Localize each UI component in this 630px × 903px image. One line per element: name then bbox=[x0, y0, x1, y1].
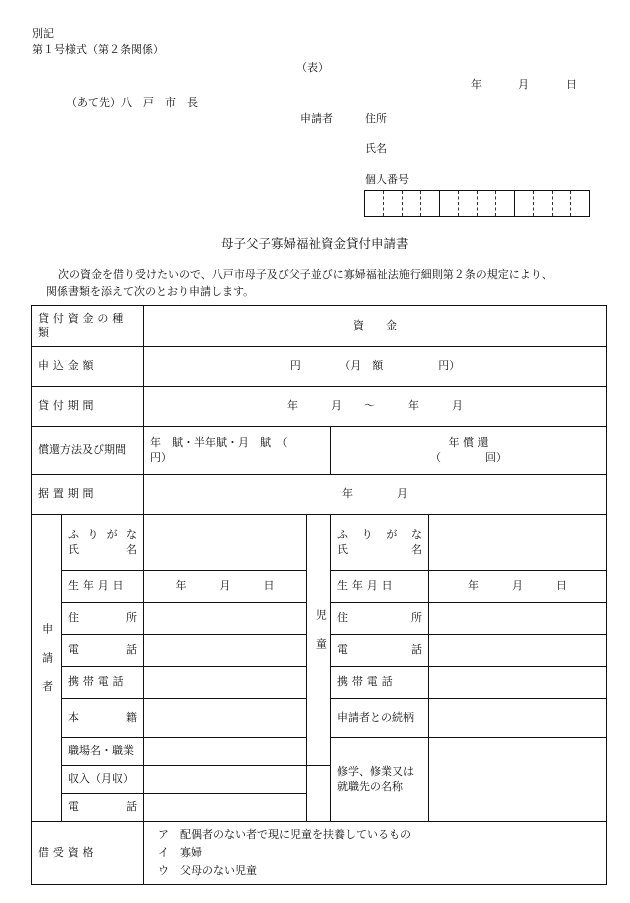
child-mobile-field[interactable] bbox=[429, 667, 607, 699]
child-birth-field[interactable] bbox=[429, 571, 607, 603]
applicant-income-field[interactable] bbox=[144, 766, 307, 794]
date-year: 年 bbox=[471, 78, 482, 91]
applicant-workplace-field[interactable] bbox=[144, 738, 307, 766]
applicant-address-label: 住 所 bbox=[62, 603, 144, 635]
applicant-name-label bbox=[62, 515, 144, 571]
applicant-mobile-label: 携帯電話 bbox=[62, 667, 144, 699]
child-shimei-label: 氏 名 bbox=[337, 542, 423, 556]
loan-type-label: 貸付資金の種類 bbox=[38, 311, 128, 339]
applicant-phone2-field[interactable] bbox=[144, 794, 307, 822]
addressee: （あて先）八 戸 市 長 bbox=[66, 96, 198, 109]
applicant-workplace-label: 職場名・職業 bbox=[62, 738, 144, 766]
loan-type-field[interactable] bbox=[144, 306, 607, 347]
repayment-method-value: 年 賦・半年賦・月 賦 （ 円） bbox=[150, 436, 354, 464]
loan-type-value: 資 金 bbox=[353, 318, 398, 332]
child-name-field[interactable] bbox=[429, 515, 607, 571]
applicant-furigana-label: ふ り が な bbox=[68, 528, 137, 542]
document-title: 母子父子寡婦福祉資金貸付申請書 bbox=[221, 236, 409, 251]
applicant-birth-field[interactable] bbox=[144, 571, 307, 603]
repayment-count-value: （ 回） bbox=[430, 450, 508, 464]
child-phone-field[interactable] bbox=[429, 635, 607, 667]
application-table bbox=[31, 305, 607, 885]
applicant-vertical-text: 申請者 bbox=[40, 622, 54, 709]
amount-value: 円 （月 額 円） bbox=[289, 359, 461, 373]
applicant-honseki-field[interactable] bbox=[144, 699, 307, 738]
qualification-options[interactable] bbox=[144, 822, 607, 885]
intro-line-2: 関係書類を添えて次のとおり申請します。 bbox=[46, 285, 255, 298]
loan-period-field[interactable] bbox=[144, 387, 607, 427]
deferment-value: 年 月 bbox=[342, 487, 409, 501]
address-label: 住所 bbox=[365, 112, 387, 125]
qualification-option-c: ウ 父母のない児童 bbox=[158, 864, 258, 877]
deferment-label: 据置期間 bbox=[32, 475, 144, 515]
child-relation-label: 申請者との続柄 bbox=[331, 699, 429, 738]
side-label: （表） bbox=[296, 61, 329, 74]
date-day: 日 bbox=[566, 78, 577, 91]
individual-number-label: 個人番号 bbox=[365, 173, 409, 186]
qualification-option-a: ア 配偶者のない者で現に児童を扶養しているもの bbox=[158, 828, 412, 841]
name-label: 氏名 bbox=[365, 142, 387, 155]
amount-field[interactable] bbox=[144, 347, 607, 387]
child-school-field[interactable] bbox=[429, 738, 607, 822]
date-month: 月 bbox=[518, 78, 529, 91]
intro-line-1: 次の資金を借り受けたいので、八戸市母子及び父子並びに寡婦福祉法施行細則第２条の規定により、 bbox=[58, 268, 553, 281]
child-furigana-label: ふ り が な bbox=[337, 528, 422, 542]
child-section-label bbox=[307, 515, 331, 766]
repayment-label: 償還方法及び期間 bbox=[32, 427, 144, 475]
betsuki-label: 別記 bbox=[32, 27, 54, 40]
form-number: 第１号様式（第２条関係） bbox=[32, 43, 164, 56]
applicant-section-label bbox=[32, 515, 62, 822]
qualification-label: 借受資格 bbox=[32, 822, 144, 885]
applicant-phone-label: 電 話 bbox=[62, 635, 144, 667]
applicant-birth-label: 生年月日 bbox=[62, 571, 144, 603]
child-name-label bbox=[331, 515, 429, 571]
repayment-count-field[interactable] bbox=[331, 427, 607, 475]
applicant-address-field[interactable] bbox=[144, 603, 307, 635]
child-birth-label: 生年月日 bbox=[331, 571, 429, 603]
repayment-method-field[interactable] bbox=[144, 427, 354, 475]
child-phone-label: 電 話 bbox=[331, 635, 429, 667]
loan-period-value: 年 月 〜 年 月 bbox=[287, 399, 464, 413]
loan-period-label: 貸付期間 bbox=[32, 387, 144, 427]
child-relation-field[interactable] bbox=[429, 699, 607, 738]
annual-repayment-label: 年 償 還 bbox=[448, 436, 489, 450]
applicant-honseki-label: 本 籍 bbox=[62, 699, 144, 738]
child-address-field[interactable] bbox=[429, 603, 607, 635]
child-birth-value: 年 月 日 bbox=[468, 579, 568, 593]
applicant-phone-field[interactable] bbox=[144, 635, 307, 667]
child-school-label-2: 就職先の名称 bbox=[337, 779, 404, 793]
child-school-label bbox=[331, 738, 429, 822]
applicant-phone2-label: 電 話 bbox=[62, 794, 144, 822]
child-mobile-label: 携帯電話 bbox=[331, 667, 429, 699]
applicant-shimei-label: 氏 名 bbox=[68, 542, 138, 556]
applicant-birth-value: 年 月 日 bbox=[175, 579, 275, 593]
individual-number-boxes[interactable] bbox=[364, 190, 590, 217]
child-school-label-1: 修学、修業又は bbox=[337, 765, 415, 779]
child-address-label: 住 所 bbox=[331, 603, 429, 635]
applicant-name-field[interactable] bbox=[144, 515, 307, 571]
applicant-label: 申請者 bbox=[300, 112, 333, 125]
amount-label: 申込金額 bbox=[32, 347, 144, 387]
qualification-option-b: イ 寡婦 bbox=[158, 846, 203, 859]
deferment-field[interactable] bbox=[144, 475, 607, 515]
applicant-mobile-field[interactable] bbox=[144, 667, 307, 699]
applicant-income-label: 収入（月収） bbox=[62, 766, 144, 794]
child-vertical-text: 児童 bbox=[314, 609, 328, 667]
